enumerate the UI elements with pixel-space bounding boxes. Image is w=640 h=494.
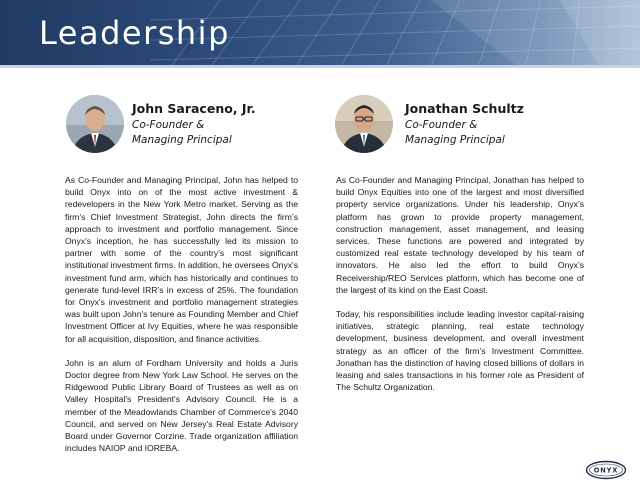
bio-paragraph: As Co-Founder and Managing Principal, John has helped to build Onyx into on of the most active investment & redevelopers in the New York Metro market. Serving as the firm’s Chief Investment Strategist, John directs the firm’s approach to investment and portfolio management. Since Onyx’s inception, he has successfully led its mission to partner with some of the country’s most significant institutional investment firms. In addition, he oversees Onyx's investment fund arm, which has historically and continues to generate fund-level IRR’s in excess of 25%. The foundation for Onyx's investment and portfolio management strategies was built upon John's tenure as Founding Member and Chief Investment Officer at Ivy Equities, where he was responsible for all acquisition, disposition, and finance activities. [65,175,298,344]
bio-jonathan-schultz [336,174,584,405]
avatar [66,95,124,153]
header-banner [0,0,640,68]
bio-john-saraceno [65,174,298,466]
onyx-logo [585,460,627,480]
bio-paragraph: John is an alum of Fordham University and holds a Juris Doctor degree from New York Law School. He serves on the Ridgewood Public Library Board of Trustees as well as on Valley Hospital's President's Advisory Council. He is a member of the Meadowlands Chamber of Commerce's 2040 Council, and served on New Jersey's Real Estate Advisory Board under Governor Corzine. Trade organization affiliation includes NAIOP and IOREBA. [65,357,298,454]
bio-paragraph: Today, his responsibilities include leading investor capital-raising initiatives, strategic planning, real estate technology development, business development, and overall investment strategy as an officer of the firm’s Investment Committee. Jonathan has the distinction of having closed billions of dollars in leasing and sales transactions in his former role as President of The Schultz Organization. [336,309,584,393]
person-role-line1: Co-Founder & [132,119,205,131]
person-role-line2: Managing Principal [405,134,505,146]
person-role-line2: Managing Principal [132,134,232,146]
person-name: Jonathan Schultz [405,101,524,116]
page-title: Leadership [39,14,230,52]
header-divider [0,65,640,68]
avatar [335,95,393,153]
logo-text: ONYX [593,466,619,475]
person-name: John Saraceno, Jr. [132,101,256,116]
bio-paragraph: As Co-Founder and Managing Principal, Jonathan has helped to build Onyx Equities into one of the largest and most diversified property service organizations. Under his leadership, Onyx’s platform has grown to provide property management, construction management, asset management, and leasing services. These functions are powered and integrated by customized real estate technology developed by his team of innovators. He also led the effort to build Onyx’s Receivership/REO Services platform, which has become one of the largest of its kind on the East Coast. [336,175,584,295]
person-role-line1: Co-Founder & [405,119,478,131]
